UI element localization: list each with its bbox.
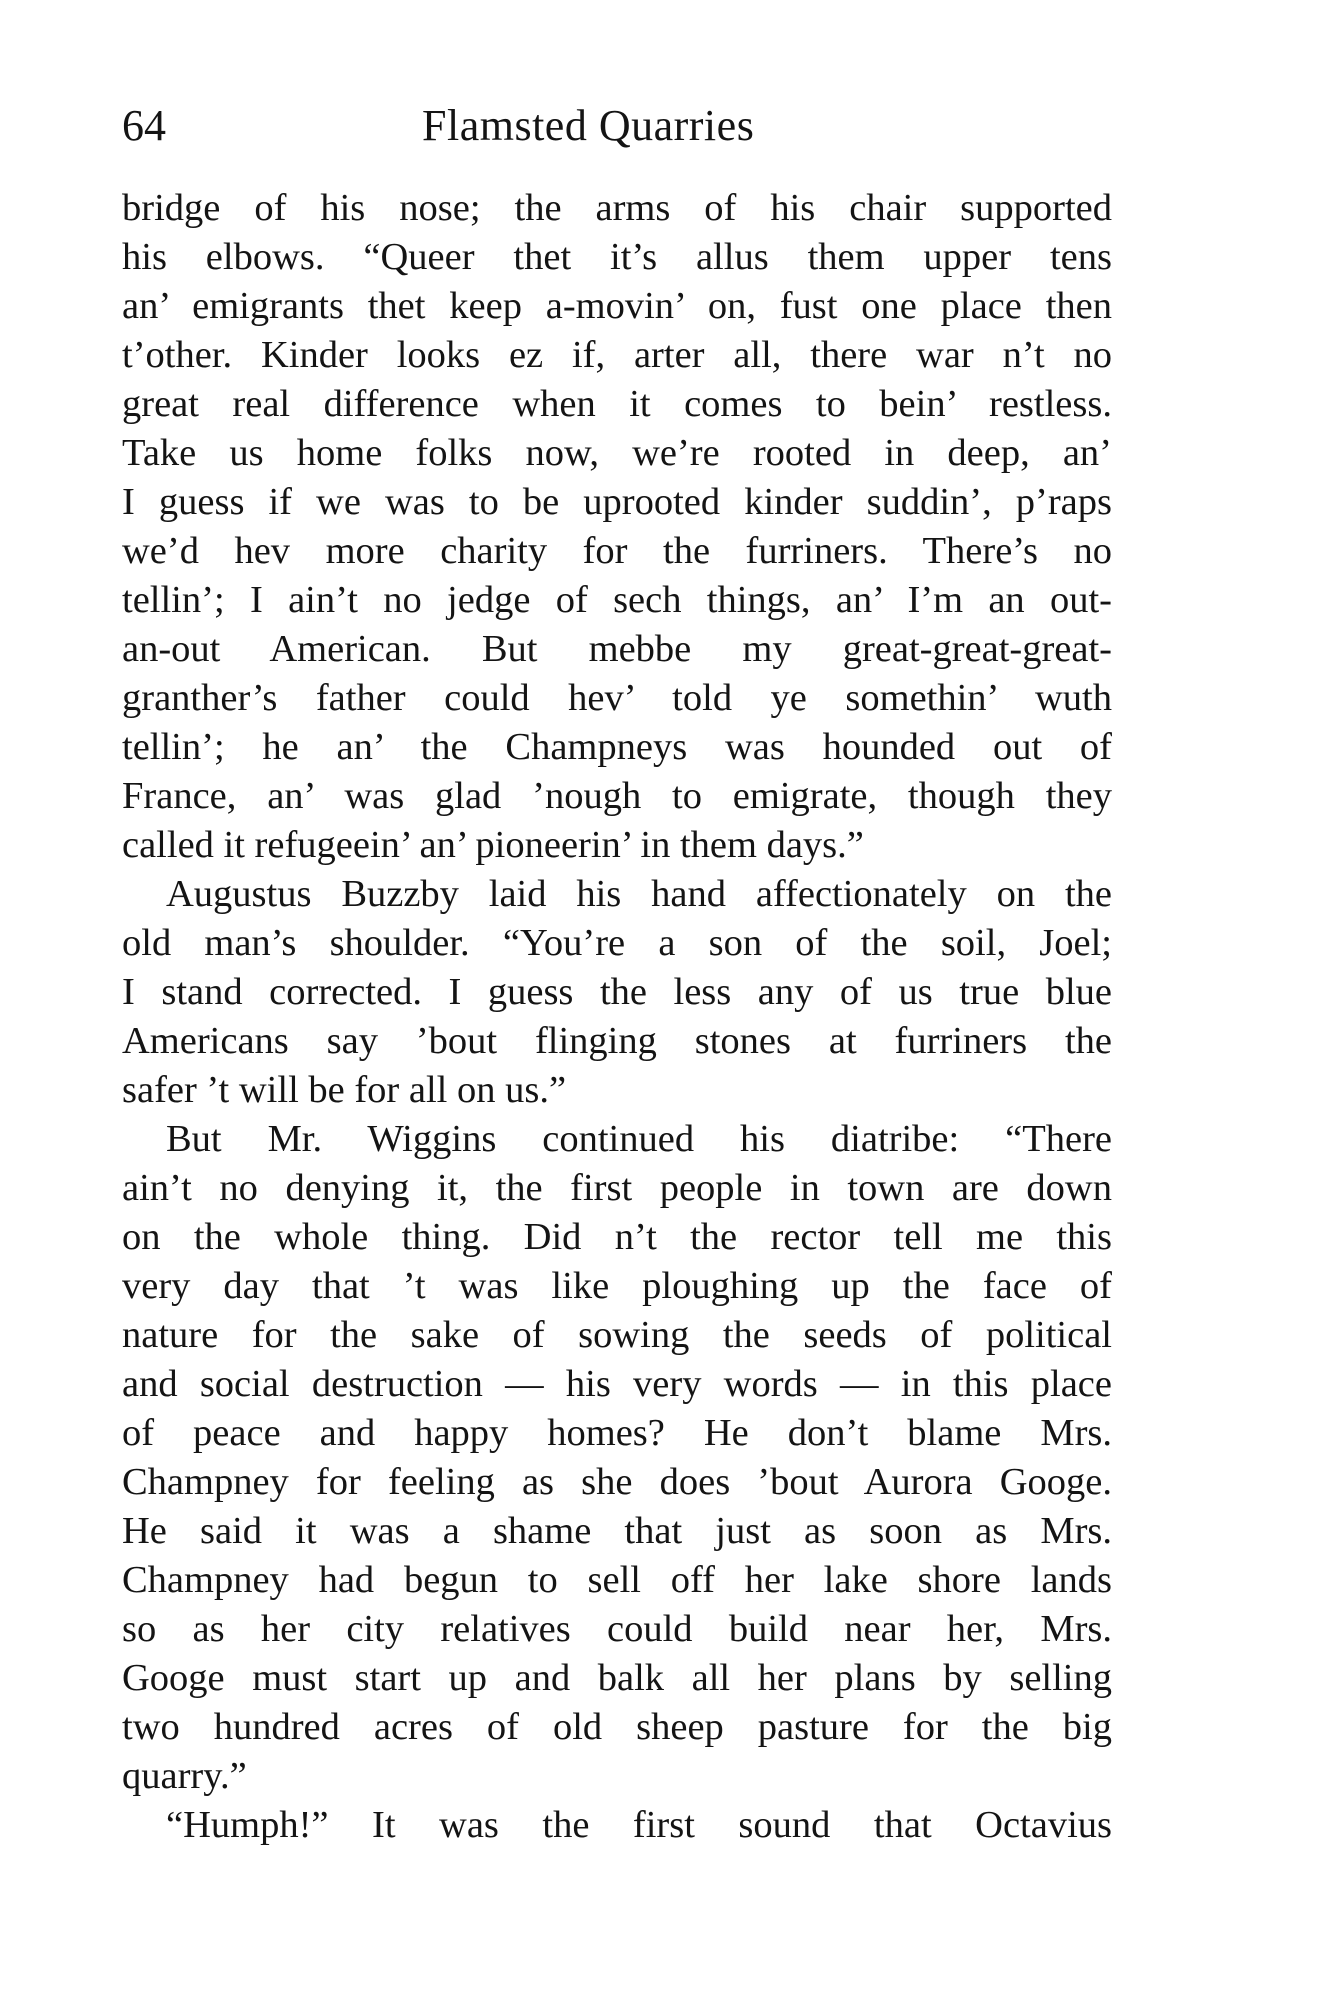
page-number: 64 <box>122 101 166 150</box>
text-line: granther’s father could hev’ told ye somethin’ wuth <box>122 677 1112 719</box>
text-line: old man’s shoulder. “You’re a son of the soil, Joel; <box>122 922 1112 964</box>
text-line: Americans say ’bout flinging stones at furriners the <box>122 1020 1112 1062</box>
text-line: He said it was a shame that just as soon as Mrs. <box>122 1510 1112 1552</box>
text-line: nature for the sake of sowing the seeds of political <box>122 1314 1112 1356</box>
text-line: Take us home folks now, we’re rooted in deep, an’ <box>122 432 1112 474</box>
text-line: France, an’ was glad ’nough to emigrate, though they <box>122 775 1112 817</box>
text-line: very day that ’t was like ploughing up the face of <box>122 1265 1112 1307</box>
text-line: Champney for feeling as she does ’bout Aurora Googe. <box>122 1461 1112 1503</box>
text-line: an-out American. But mebbe my great-great-great- <box>122 628 1112 670</box>
text-line: we’d hev more charity for the furriners. There’s no <box>122 530 1112 572</box>
running-title: Flamsted Quarries <box>422 101 755 150</box>
text-line: ain’t no denying it, the first people in town are down <box>122 1167 1112 1209</box>
text-line: and social destruction — his very words — in this place <box>122 1363 1112 1405</box>
text-line: Googe must start up and balk all her plans by selling <box>122 1657 1112 1699</box>
paragraph-end-line: safer ’t will be for all on us.” <box>122 1069 567 1111</box>
text-line: two hundred acres of old sheep pasture for the big <box>122 1706 1112 1748</box>
text-line: great real difference when it comes to bein’ restless. <box>122 383 1112 425</box>
paragraph-start-line: “Humph!” It was the first sound that Octavius <box>166 1804 1112 1846</box>
paragraph-end-line: quarry.” <box>122 1755 247 1797</box>
text-line: I stand corrected. I guess the less any of us true blue <box>122 971 1112 1013</box>
body-text <box>122 184 1112 1850</box>
paragraph-start-line: Augustus Buzzby laid his hand affectionately on the <box>166 873 1112 915</box>
text-line: tellin’; he an’ the Champneys was hounded out of <box>122 726 1112 768</box>
text-line: so as her city relatives could build near her, Mrs. <box>122 1608 1112 1650</box>
paragraph-start-line: But Mr. Wiggins continued his diatribe: “There <box>166 1118 1112 1160</box>
text-line: tellin’; I ain’t no jedge of sech things, an’ I’m an out- <box>122 579 1112 621</box>
text-line: of peace and happy homes? He don’t blame Mrs. <box>122 1412 1112 1454</box>
paragraph-end-line: called it refugeein’ an’ pioneerin’ in them days.” <box>122 824 864 866</box>
page-header <box>122 98 1122 154</box>
text-line: on the whole thing. Did n’t the rector tell me this <box>122 1216 1112 1258</box>
text-line: his elbows. “Queer thet it’s allus them upper tens <box>122 236 1112 278</box>
text-line: t’other. Kinder looks ez if, arter all, there war n’t no <box>122 334 1112 376</box>
text-line: bridge of his nose; the arms of his chair supported <box>122 187 1112 229</box>
text-line: Champney had begun to sell off her lake shore lands <box>122 1559 1112 1601</box>
text-line: I guess if we was to be uprooted kinder suddin’, p’raps <box>122 481 1112 523</box>
text-line: an’ emigrants thet keep a-movin’ on, fust one place then <box>122 285 1112 327</box>
